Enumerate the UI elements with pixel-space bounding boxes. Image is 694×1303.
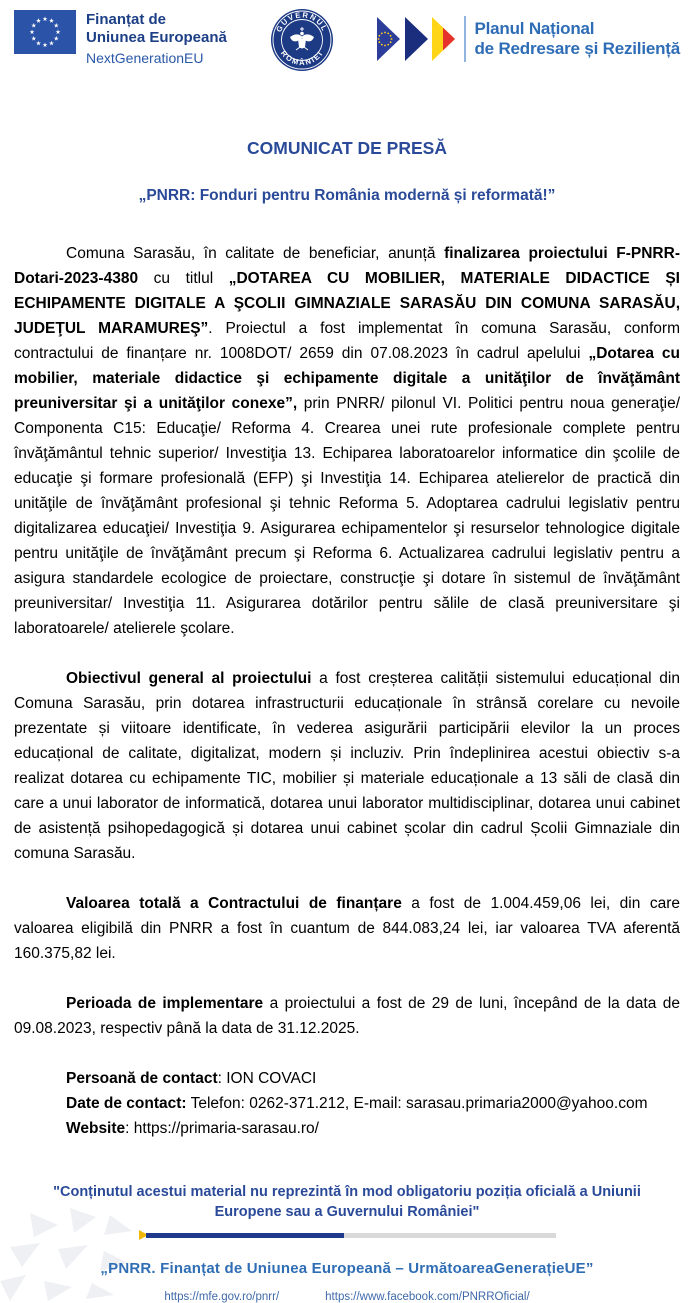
disclaimer-text: "Conținutul acestui material nu reprezintă în mod obligatoriu poziția oficială a Uniunii Europene sau a Guvernului României": [53, 1184, 641, 1220]
paragraph-general-objective: Obiectivul general al proiectului a fost creșterea calității sistemului educațional din Comuna Sarasău, prin dotarea infrastructurii educaționale în strânsă corelare cu nevoile prezentate și viitoare identificate, în vederea asigurării participării elevilor la un proces educațional de calitate, digitalizat, modern și incluziv. Prin îndeplinirea acestui obiectiv s-a realizat dotarea cu echipamente TIC, mobilier și materiale educaționale a 13 săli de clasă din care a unui laborator de informatică, dotarea unui laborator multidisciplinar, dotarea unui cabinet de asistență psihopedagogică și dotarea unui cabinet școlar din cadrul Școlii Gimnaziale din comuna Sarasău.: [14, 670, 680, 862]
eu-flag-icon: [14, 10, 76, 54]
contact-person-line: [66, 1066, 680, 1091]
svg-text:ROMÂNIEI: ROMÂNIEI: [279, 48, 326, 68]
footer: [14, 1183, 680, 1303]
page-subtitle: „PNRR: Fonduri pentru România modernă și reformată!”: [138, 187, 556, 204]
paragraph-project-announcement: Comuna Sarasău, în calitate de beneficiar, anunță finalizarea proiectului F-PNRR-Dotari-2023-4380 cu titlul „DOTAREA CU MOBILIER, MATERIALE DIDACTICE ȘI ECHIPAMENTE DIGITALE A ŞCOLII GIMNAZIALE SARASĂU DIN COMUNA SARASĂU, JUDEŢUL MARAMUREŞ”. Proiectul a fost implementat în comuna Sarasău, conform contractului de finanțare nr. 1008DOT/ 2659 din 07.08.2023 în cadrul apelului „Dotarea cu mobilier, materiale didactice şi echipamente digitale a unităţilor de învăţământ preuniversitar şi a unităţilor conexe”, prin PNRR/ pilonul VI. Politici pentru noua generaţie/ Componenta C15: Educaţie/ Reforma 4. Crearea unei rute profesionale complete pentru învăţământul tehnic superior/ Investiţia 13. Echiparea laboratoarelor informatice din şcolile de educaţie şi formare profesională (EFP) şi Investiţia 14. Echiparea atelierelor de practică din unităţile de învăţământ profesional şi tehnic Reforma 5. Adoptarea cadrului legislativ pentru digitalizarea educaţiei/ Investiţia 9. Asigurarea echipamentelor şi resurselor tehnologice digitale pentru unităţile de învăţământ precum şi Reforma 6. Actualizarea cadrului legislativ pentru a asigura standardele ecologice de proiectare, construcţie şi dotare în sistemul de învăţământ preuniversitar/ Investiţia 11. Asigurarea dotărilor pentru sălile de clasă preuniversitare şi laboratoarele/ atelierele şcolare.: [14, 245, 681, 637]
paragraph-contract-value: Valoarea totală a Contractului de finanțare a fost de 1.004.459,06 lei, din care valoarea eligibilă din PNRR a fost în cuantum de 844.083,24 lei, iar valoarea TVA aferentă 160.375,82 lei.: [14, 895, 680, 962]
eu-text-line1: Finanțat de: [86, 11, 167, 28]
logo-header: [14, 8, 680, 80]
contact-website-line: [66, 1116, 680, 1141]
bar-navy-segment: [146, 1233, 344, 1238]
eu-funding-logo: [14, 10, 227, 67]
pnrr-arrows-icon: [377, 14, 456, 64]
contact-details-line: [66, 1091, 680, 1116]
facebook-link[interactable]: https://www.facebook.com/PNRROficial/: [325, 1291, 530, 1303]
pnrr-logo-text: [474, 19, 680, 58]
paragraph-implementation-period: Perioada de implementare a proiectului a fost de 29 de luni, începând de la data de 09.08.2023, respectiv până la data de 31.12.2025.: [14, 995, 680, 1037]
contact-person-label: Persoană de contact: [66, 1070, 218, 1087]
contact-website-label: Website: [66, 1120, 126, 1137]
pnrr-text-line2: de Redresare și Reziliență: [474, 39, 680, 58]
document-body: [14, 241, 680, 1141]
pnrr-logo-divider: [464, 16, 466, 62]
svg-text:GUVERNUL: GUVERNUL: [274, 10, 330, 34]
footer-links: [14, 1291, 680, 1303]
pnrr-logo: [377, 14, 680, 64]
contact-details-value: Telefon: 0262-371.212, E-mail: sarasau.primaria2000@yahoo.com: [186, 1095, 648, 1112]
contact-details-label: Date de contact:: [66, 1095, 187, 1112]
government-seal-icon: [270, 8, 334, 72]
bar-gray-segment: [344, 1233, 556, 1238]
contact-website-value[interactable]: : https://primaria-sarasau.ro/: [125, 1120, 319, 1137]
footer-progress-bar: [14, 1230, 680, 1240]
contact-person-value: : ION COVACI: [217, 1070, 317, 1087]
eu-text-line3: NextGenerationEU: [86, 49, 204, 66]
page-title: COMUNICAT DE PRESĂ: [247, 138, 447, 158]
eu-text-line2: Uniunea Europeană: [86, 29, 227, 47]
eu-funding-text: [86, 10, 227, 67]
contact-block: [66, 1066, 680, 1141]
pnrr-tagline: „PNRR. Finanțat de Uniunea Europeană – UrmătoareaGenerațieUE”: [100, 1260, 594, 1278]
romanian-government-seal: [270, 8, 334, 77]
pnrr-text-line1: Planul Național: [474, 19, 595, 39]
mfe-link[interactable]: https://mfe.gov.ro/pnrr/: [164, 1291, 280, 1303]
